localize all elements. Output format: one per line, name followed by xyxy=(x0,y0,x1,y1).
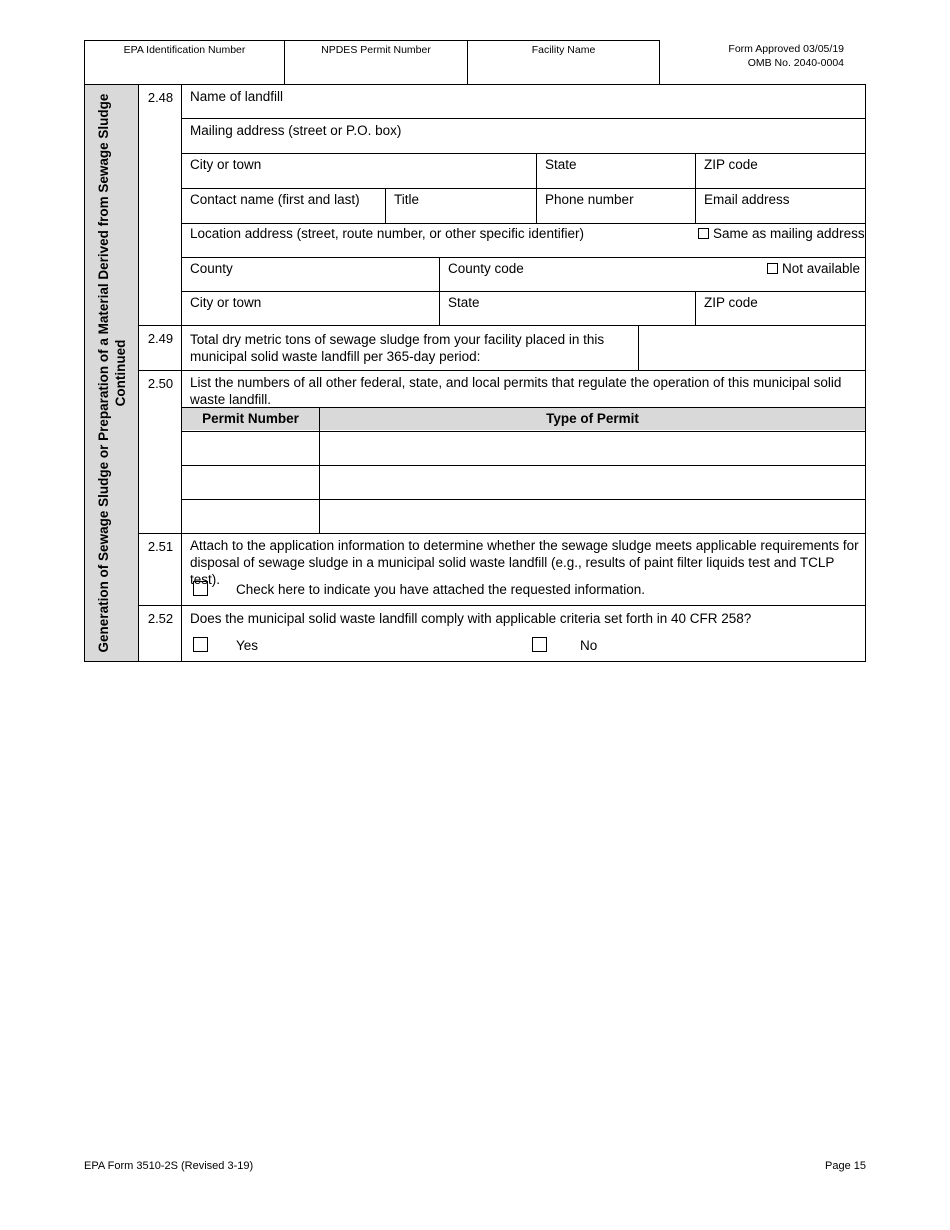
location-address-label: Location address (street, route number, or other specific identifier) xyxy=(190,226,584,241)
title-field[interactable] xyxy=(386,189,536,223)
city2-field[interactable] xyxy=(182,292,439,326)
divider xyxy=(139,533,865,534)
footer-page-number: Page 15 xyxy=(825,1160,866,1172)
section-title-main: Generation of Sewage Sludge or Preparation of a Material Derived from Sewage Sludge xyxy=(96,93,111,653)
county-code-label: County code xyxy=(448,261,524,276)
attached-info-checkbox[interactable] xyxy=(193,581,208,596)
email-field[interactable] xyxy=(696,189,865,223)
npdes-label: NPDES Permit Number xyxy=(321,44,431,56)
form-approved-text: Form Approved 03/05/19 xyxy=(728,43,844,55)
permit-number-field[interactable] xyxy=(182,432,319,465)
question-number-2-52: 2.52 xyxy=(147,611,174,626)
title-label: Title xyxy=(394,192,420,207)
not-available-checkbox[interactable] xyxy=(767,263,778,274)
not-available-option[interactable] xyxy=(767,261,860,277)
location-address-field[interactable] xyxy=(182,224,682,258)
q249-text: Total dry metric tons of sewage sludge from your facility placed in this municipal solid waste landfill per 365-day period: xyxy=(190,332,605,364)
type-of-permit-field[interactable] xyxy=(320,432,865,465)
zip2-field[interactable] xyxy=(696,292,865,326)
state-field[interactable] xyxy=(537,154,695,188)
q250-text: List the numbers of all other federal, state, and local permits that regulate the operation of this municipal solid waste landfill. xyxy=(190,375,842,407)
npdes-permit-field[interactable] xyxy=(284,40,468,85)
divider xyxy=(139,370,865,371)
form-section-grid xyxy=(84,84,866,662)
permit-number-field[interactable] xyxy=(182,466,319,499)
phone-label: Phone number xyxy=(545,192,634,207)
county-label: County xyxy=(190,261,233,276)
type-of-permit-column-header: Type of Permit xyxy=(320,408,865,430)
same-as-mailing-option[interactable] xyxy=(698,226,865,242)
footer-form-id: EPA Form 3510-2S (Revised 3-19) xyxy=(84,1160,254,1172)
zip-label: ZIP code xyxy=(704,157,758,172)
county-field[interactable] xyxy=(182,258,439,292)
name-of-landfill-label: Name of landfill xyxy=(190,89,284,104)
question-number-2-48: 2.48 xyxy=(147,90,174,105)
section-sidebar xyxy=(85,85,139,661)
permit-number-field[interactable] xyxy=(182,500,319,533)
question-number-2-51: 2.51 xyxy=(147,539,174,554)
county-code-field[interactable] xyxy=(440,258,740,292)
contact-name-label: Contact name (first and last) xyxy=(190,192,360,207)
mailing-address-label: Mailing address (street or P.O. box) xyxy=(190,123,402,138)
yes-checkbox[interactable] xyxy=(193,637,208,652)
mailing-address-field[interactable] xyxy=(182,119,865,153)
state2-field[interactable] xyxy=(440,292,695,326)
form-approval-info xyxy=(660,40,866,85)
section-title-continued: Continued xyxy=(113,339,128,407)
state-label: State xyxy=(545,157,577,172)
same-as-mailing-label: Same as mailing address xyxy=(713,226,865,241)
email-label: Email address xyxy=(704,192,790,207)
epa-id-field[interactable] xyxy=(84,40,285,85)
city2-label: City or town xyxy=(190,295,262,310)
state2-label: State xyxy=(448,295,480,310)
section-title xyxy=(95,93,129,653)
facility-label: Facility Name xyxy=(531,44,596,56)
form-header xyxy=(84,40,866,85)
question-number-2-49: 2.49 xyxy=(147,331,174,346)
divider xyxy=(139,605,865,606)
q251-text: Attach to the application information to determine whether the sewage sludge meets applicable requirements for disposal of sewage sludge in a municipal solid waste landfill (e.g., results of paint filter liquids test and TCLP test). xyxy=(190,538,859,587)
attached-info-label: Check here to indicate you have attached the requested information. xyxy=(236,582,646,597)
same-as-mailing-checkbox[interactable] xyxy=(698,228,709,239)
zip2-label: ZIP code xyxy=(704,295,758,310)
q252-text: Does the municipal solid waste landfill comply with applicable criteria set forth in 40 CFR 258? xyxy=(190,611,752,626)
contact-name-field[interactable] xyxy=(182,189,385,223)
not-available-label: Not available xyxy=(782,261,861,276)
type-of-permit-field[interactable] xyxy=(320,466,865,499)
yes-label: Yes xyxy=(236,638,259,653)
phone-field[interactable] xyxy=(537,189,695,223)
name-of-landfill-field[interactable] xyxy=(182,85,865,119)
no-checkbox[interactable] xyxy=(532,637,547,652)
epa-id-label: EPA Identification Number xyxy=(123,44,246,56)
omb-number-text: OMB No. 2040-0004 xyxy=(747,57,844,69)
city-field[interactable] xyxy=(182,154,536,188)
no-label: No xyxy=(580,638,598,653)
dry-metric-tons-field[interactable] xyxy=(639,326,865,370)
city-label: City or town xyxy=(190,157,262,172)
permit-number-column-header: Permit Number xyxy=(182,408,319,430)
question-number-2-50: 2.50 xyxy=(147,376,174,391)
type-of-permit-field[interactable] xyxy=(320,500,865,533)
zip-field[interactable] xyxy=(696,154,865,188)
facility-name-field[interactable] xyxy=(467,40,660,85)
